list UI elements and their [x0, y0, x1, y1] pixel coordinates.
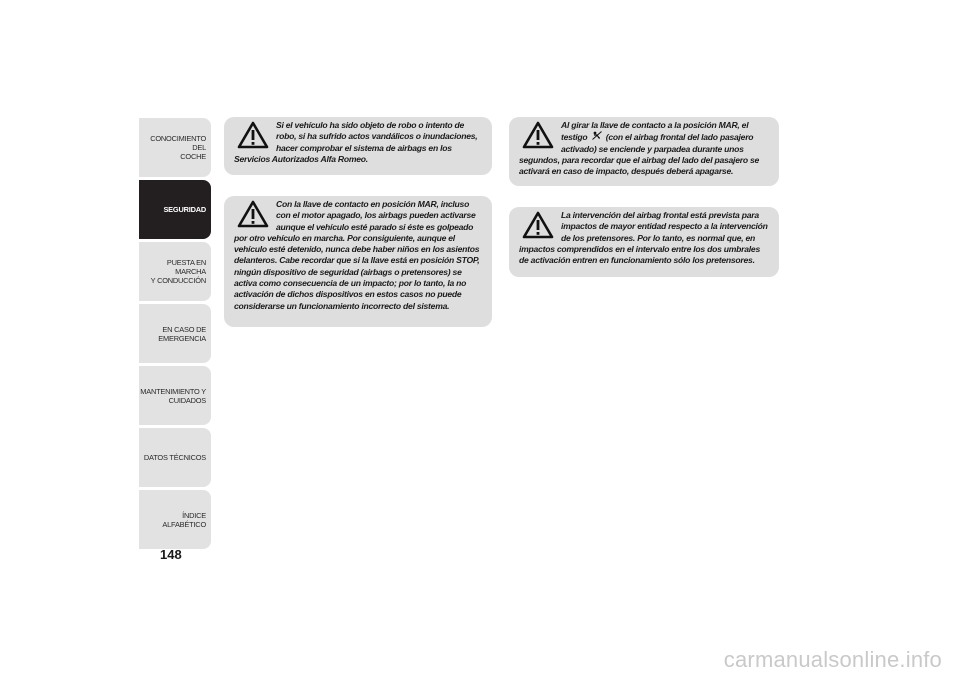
warning-triangle-icon [521, 210, 555, 240]
tab-conocimiento[interactable]: CONOCIMIENTO DEL COCHE [139, 118, 211, 177]
warning-text-3b: (con el airbag frontal del lado pasajero activado) se enciende y parpadea durante unos segundos, para recordar que el airbag del lado del pasajero se activará en caso de impacto, después deberá apagarse. [519, 132, 760, 177]
page-number: 148 [160, 547, 182, 562]
tab-datos-tecnicos[interactable]: DATOS TÉCNICOS [139, 428, 211, 487]
airbag-off-indicator-icon [592, 131, 602, 143]
tab-indice-alfabetico[interactable]: ÍNDICE ALFABÉTICO [139, 490, 211, 549]
warning-box-1 [224, 117, 492, 175]
watermark: carmanualsonline.info [723, 647, 942, 672]
tab-seguridad[interactable]: SEGURIDAD [139, 180, 211, 239]
warning-box-4 [509, 207, 779, 277]
warning-text-4: La intervención del airbag frontal está prevista para impactos de mayor entidad respecto a la intervención de los pretensores. Por lo tanto, es normal que, en impactos comprendidos en el intervalo entre los dos umbrales de activación entren en funcionamiento sólo los pretensores. [519, 210, 768, 266]
warning-box-3 [509, 117, 779, 186]
warning-triangle-icon [236, 120, 270, 150]
chapter-tabs [139, 118, 211, 552]
warning-text-3 [519, 120, 771, 177]
warning-triangle-icon [521, 120, 555, 150]
warning-text-2: Con la llave de contacto en posición MAR, incluso con el motor apagado, los airbags pueden activarse aunque el vehículo esté parado si éste es golpeado por otro vehículo en marcha. Por consiguiente, aunque el vehículo esté detenido, nunca debe haber niños en los asientos delanteros. Cabe recordar que si la llave está en posición STOP, ningún dispositivo de seguridad (airbags o pretensores) se activa como consecuencia de un impacto; por lo tanto, la no activación de dichos dispositivos en estos casos no puede considerarse un funcionamiento incorrecto del sistema. [234, 199, 480, 311]
warning-text-3a: Al girar la llave de contacto a la posición MAR, el testigo [561, 120, 749, 143]
tab-mantenimiento[interactable]: MANTENIMIENTO Y CUIDADOS [139, 366, 211, 425]
warning-text-1: Si el vehículo ha sido objeto de robo o intento de robo, si ha sufrido actos vandálicos o inundaciones, hacer comprobar el sistema de airbags en los Servicios Autorizados Alfa Romeo. [234, 120, 478, 164]
tab-emergencia[interactable]: EN CASO DE EMERGENCIA [139, 304, 211, 363]
tab-puesta-en-marcha[interactable]: PUESTA EN MARCHA Y CONDUCCIÓN [139, 242, 211, 301]
warning-triangle-icon [236, 199, 270, 229]
warning-box-2 [224, 196, 492, 327]
